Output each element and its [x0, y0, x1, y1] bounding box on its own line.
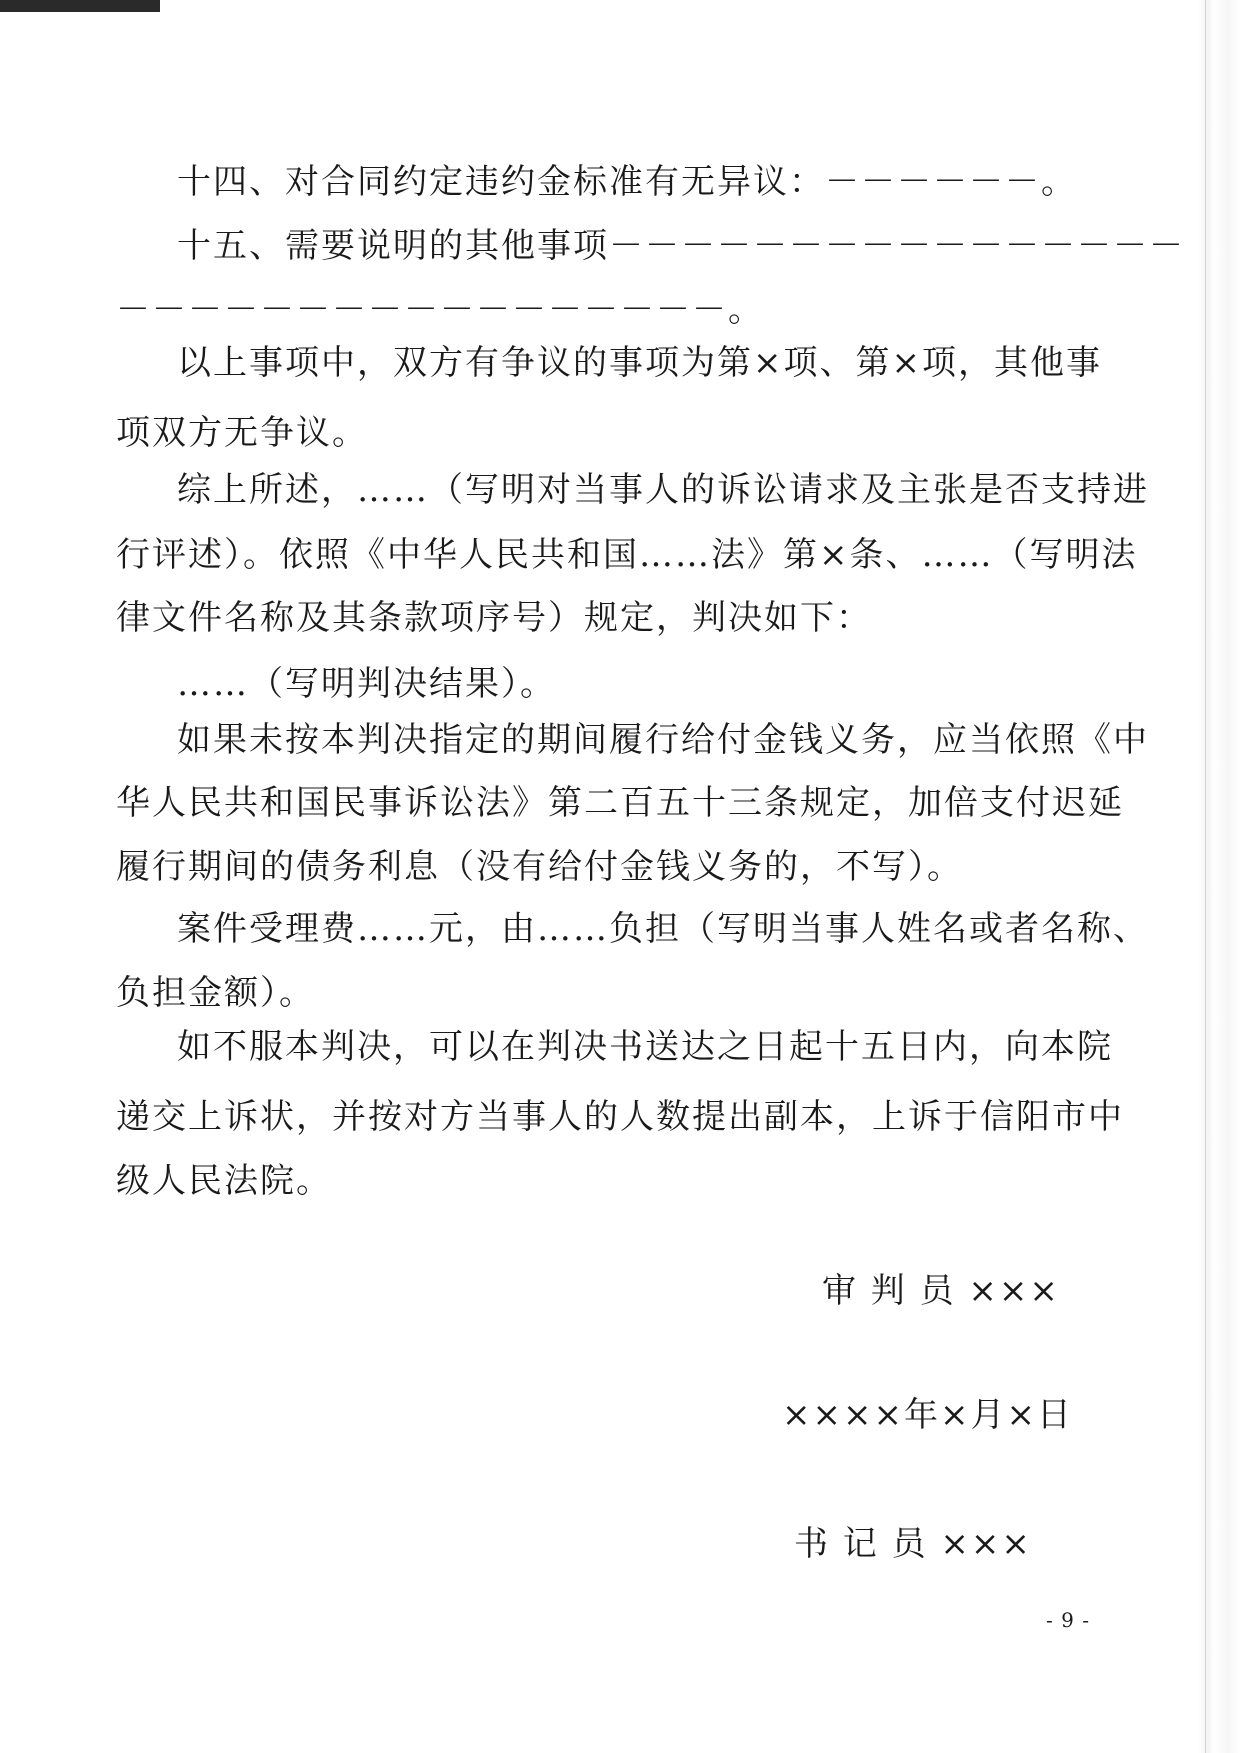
scan-artifact [0, 0, 160, 12]
late-payment-para: 如果未按本判决指定的期间履行给付金钱义务，应当依照《中 [177, 720, 1149, 760]
appeal-para: 如不服本判决，可以在判决书送达之日起十五日内，向本院 [177, 1027, 1113, 1067]
conclusion-para: 综上所述，……（写明对当事人的诉讼请求及主张是否支持进 [177, 470, 1149, 510]
late-payment-para-cont-1: 华人民共和国民事诉讼法》第二百五十三条规定，加倍支付迟延 [116, 783, 1124, 823]
page-number: - 9 - [1046, 1608, 1090, 1632]
appeal-para-cont-2: 级人民法院。 [116, 1161, 332, 1201]
item-15-continued: －－－－－－－－－－－－－－－－－。 [116, 290, 764, 330]
item-14: 十四、对合同约定违约金标准有无异议：－－－－－－。 [177, 162, 1077, 202]
late-payment-para-cont-2: 履行期间的债务利息（没有给付金钱义务的，不写）。 [116, 847, 963, 887]
dispute-summary: 以上事项中，双方有争议的事项为第×项、第×项，其他事 [177, 343, 1102, 383]
judgment-date: ××××年×月×日 [782, 1395, 1073, 1435]
fee-para: 案件受理费……元，由……负担（写明当事人姓名或者名称、 [177, 909, 1149, 949]
appeal-para-cont-1: 递交上诉状，并按对方当事人的人数提出副本，上诉于信阳市中 [116, 1097, 1124, 1137]
item-15: 十五、需要说明的其他事项－－－－－－－－－－－－－－－－ [177, 226, 1185, 266]
dispute-summary-cont: 项双方无争议。 [116, 413, 368, 453]
fee-para-cont: 负担金额）。 [116, 973, 315, 1013]
judgment-result: ……（写明判决结果）。 [177, 664, 556, 704]
scan-edge-line [1205, 0, 1206, 1753]
conclusion-para-cont-2: 律文件名称及其条款项序号）规定，判决如下： [116, 598, 872, 638]
clerk-signature: 书 记 员 ××× [794, 1524, 1032, 1564]
judge-signature: 审 判 员 ××× [822, 1271, 1060, 1311]
conclusion-para-cont-1: 行评述）。依照《中华人民共和国……法》第×条、……（写明法 [116, 535, 1138, 575]
